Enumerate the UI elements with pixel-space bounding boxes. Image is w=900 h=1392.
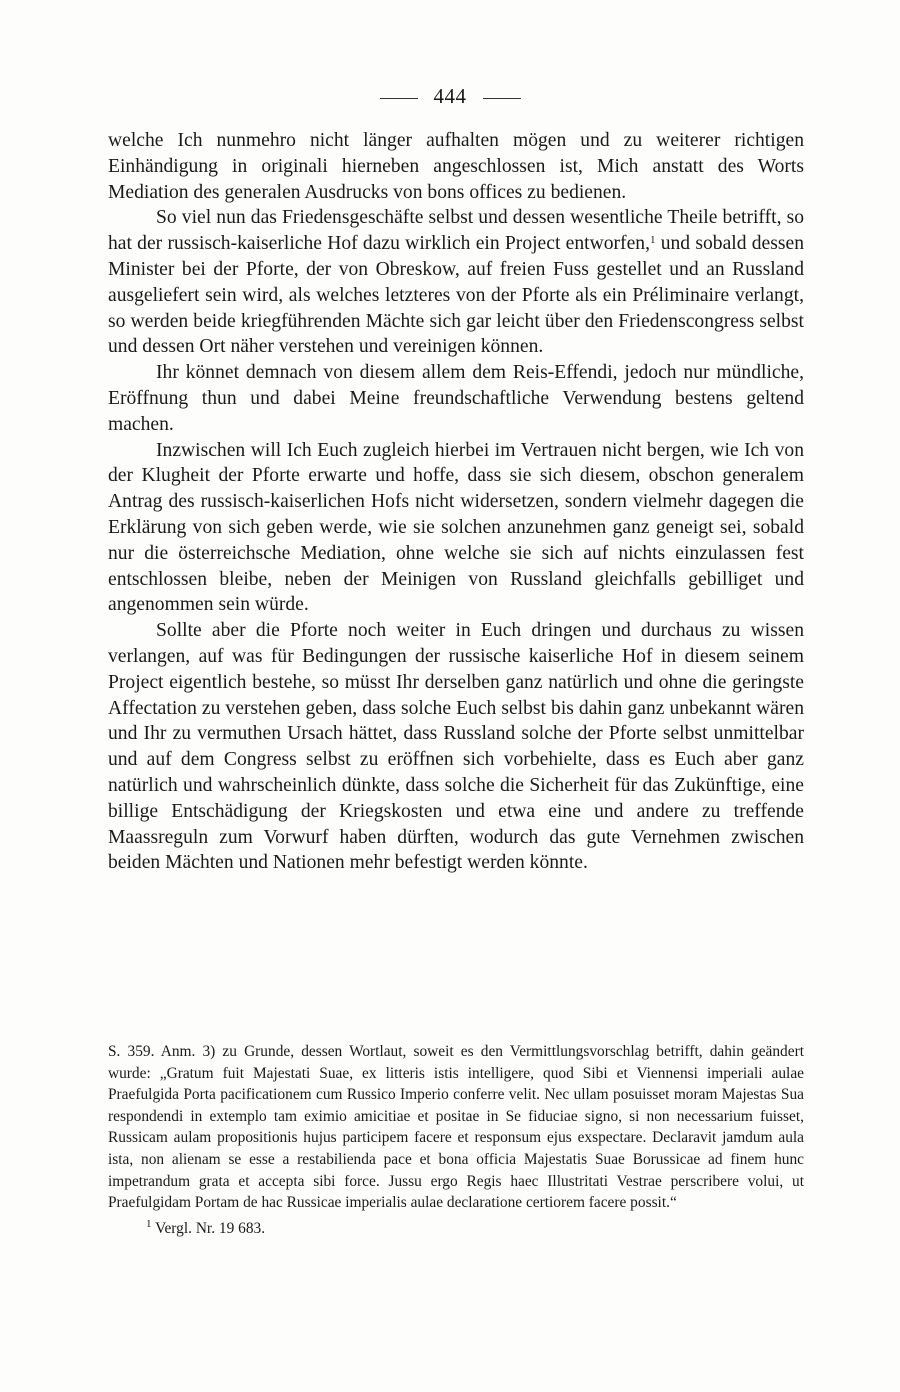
header-rule-left [380, 98, 418, 99]
paragraph-2-part-a: So viel nun das Friedensgeschäfte selbst und dessen wesentliche Theile betrifft, so hat der russisch-kaiserliche Hof dazu wirklich ein Project entworfen, [108, 207, 804, 255]
paragraph-2-part-b: und sobald dessen Minister bei der Pforte, der von Obreskow, auf freien Fuss gestellet und an Russland ausgeliefert sein wird, als welches letzteres von der Pforte als ein Préliminaire verlangt, so werden beide kriegführenden Mächte sich gar leicht über den Friedenscongress selbst und dessen Ort näher verstehen und vereinigen können. [108, 233, 804, 358]
paragraph-1: welche Ich nunmehro nicht länger aufhalten mögen und zu weiterer richtigen Einhändigung in originali hierneben angeschlossen ist, Mich anstatt des Worts Mediation des generalen Ausdrucks von bons offices zu bedienen. [108, 130, 804, 203]
footnote-marker: 1 [146, 1217, 152, 1230]
paragraph-3: Ihr könnet demnach von diesem allem dem Reis-Effendi, jedoch nur mündliche, Eröffnung thun und dabei Meine freundschaftliche Verwendung bestens geltend machen. [108, 362, 804, 435]
main-text [108, 128, 804, 876]
footnote-reference[interactable]: 1 [649, 234, 656, 247]
footnote-1 [108, 1218, 804, 1240]
header-rule-right [483, 98, 521, 99]
paragraph-5: Sollte aber die Pforte noch weiter in Euch dringen und durchaus zu wissen verlangen, auf was für Bedingungen der russische kaiserliche Hof in diesem seinem Project eigentlich bestehe, so müsst Ihr derselben ganz natürlich und ohne die geringste Affectation zu verstehen geben, dass solche Euch selbst bis dahin ganz unbekannt wären und Ihr zu vermuthen Ursach hättet, dass Russland solche der Pforte selbst unmittelbar und auf dem Congress selbst zu eröffnen sich vorbehielte, dass es Euch aber ganz natürlich und wahrscheinlich dünkte, dass solche die Sicherheit für das Zukünftige, eine billige Entschädigung der Kriegskosten und etwa eine und andere zu treffende Maassreguln zum Vorwurf haben dürften, wodurch das gute Vernehmen zwischen beiden Mächten und Nationen mehr befestigt werden könnte. [108, 620, 804, 874]
footnote-1-text: Vergl. Nr. 19 683. [151, 1219, 266, 1237]
footnote-continuation: S. 359. Anm. 3) zu Grunde, dessen Wortlaut, soweit es den Vermittlungsvorschlag betrifft, dahin geändert wurde: „Gratum fuit Majestati Suae, ex litteris istis intelligere, quod Sibi et Viennensi imperiali aulae Praefulgida Porta pacificationem cum Russico Imperio conferre velit. Nec ullam posuisset moram Majestas Sua respondendi in extemplo tam eximio amicitiae et positae in Se fiduciae signo, si non necessarium fuisset, Russicam aulam propositionis hujus participem facere et responsum ejus exspectare. Declaravit jamdum aula ista, non alienam se esse a restabilienda pace et bona officia Majestatis Suae Borussicae ad finem hunc impetrandum grata et accepta sibi force. Jussu ergo Regis haec Illustritati Vestrae perscribere volui, ut Praefulgidam Portam de hac Russicae imperialis aulae declaratione certiorem facere possit.“ [108, 1043, 804, 1212]
paragraph-4: Inzwischen will Ich Euch zugleich hierbei im Vertrauen nicht bergen, wie Ich von der Klugheit der Pforte erwarte und hoffe, dass sie sich diesem, obschon generalem Antrag des russisch-kaiserlichen Hofs nicht widersetzen, sondern vielmehr dagegen die Erklärung von sich geben werde, wie sie solchen anzunehmen ganz geneigt sei, sobald nur die österreichsche Mediation, ohne welche sie sich auf nichts einzulassen fest entschlossen bleibe, neben der Meinigen von Russland gleichfalls gebilliget und angenommen sein würde. [108, 439, 804, 616]
footnotes-section [108, 1041, 804, 1239]
page-number: 444 [433, 84, 467, 108]
page-header [0, 84, 900, 109]
paragraph-2 [108, 205, 804, 360]
